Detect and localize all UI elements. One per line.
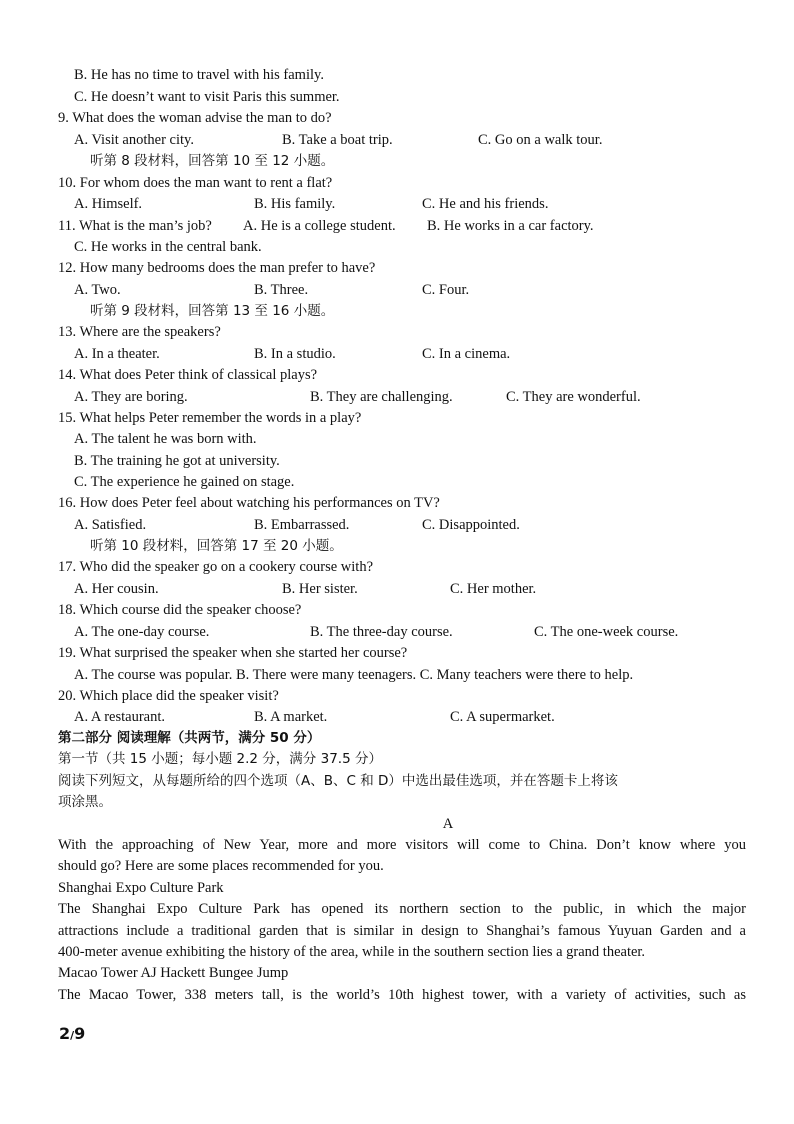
option-b: B. The three-day course. xyxy=(310,624,453,640)
options-line: A. The course was popular. B. There were many teenagers. C. Many teachers were there to help. xyxy=(74,667,634,683)
question-14: 14. What does Peter think of classical plays? xyxy=(58,367,318,383)
option-c: C. The one-week course. xyxy=(534,624,679,640)
question-15: 15. What helps Peter remember the words in a play? xyxy=(58,410,362,426)
option-a: A. The one-day course. xyxy=(74,624,210,640)
page-total: 9 xyxy=(74,1024,86,1043)
instructions: 阅读下列短文，从每题所给的四个选项（A、B、C 和 D）中选出最佳选项，并在答题卡上将该 xyxy=(58,773,618,789)
option-a: A. In a theater. xyxy=(74,346,160,362)
option-c: C. In a cinema. xyxy=(422,346,511,362)
question-18: 18. Which course did the speaker choose? xyxy=(58,602,302,618)
section-heading: 听第 10 段材料，回答第 17 至 20 小题。 xyxy=(90,538,343,554)
paragraph-line: The Macao Tower, 338 meters tall, is the world’s 10th highest tower, with a variety of activities, such as xyxy=(58,987,746,1003)
question-12: 12. How many bedrooms does the man prefer to have? xyxy=(58,260,376,276)
option-b: B. Embarrassed. xyxy=(254,517,350,533)
part-heading: 第二部分 阅读理解（共两节，满分 50 分） xyxy=(58,730,321,746)
page-number xyxy=(59,1024,85,1043)
option-c: C. Her mother. xyxy=(450,581,537,597)
option-c: C. Disappointed. xyxy=(422,517,520,533)
option-a: A. He is a college student. xyxy=(243,218,396,234)
option-a: A. Her cousin. xyxy=(74,581,159,597)
question-10: 10. For whom does the man want to rent a flat? xyxy=(58,175,333,191)
page-current: 2 xyxy=(59,1024,71,1043)
option-b: B. His family. xyxy=(254,196,336,212)
option-c: C. Four. xyxy=(422,282,470,298)
option-line: B. He has no time to travel with his family. xyxy=(74,67,324,83)
option-b: B. A market. xyxy=(254,709,328,725)
option-c: C. The experience he gained on stage. xyxy=(74,474,295,490)
section-heading: 第一节（共 15 小题；每小题 2.2 分，满分 37.5 分） xyxy=(58,751,382,767)
paragraph-line: With the approaching of New Year, more and more visitors will come to China. Don’t know where you xyxy=(58,837,746,853)
option-b: B. Three. xyxy=(254,282,309,298)
option-b: B. Her sister. xyxy=(282,581,358,597)
option-c: C. Go on a walk tour. xyxy=(478,132,603,148)
section-heading: 听第 9 段材料，回答第 13 至 16 小题。 xyxy=(90,303,335,319)
option-b: B. The training he got at university. xyxy=(74,453,280,469)
option-a: A. They are boring. xyxy=(74,389,188,405)
section-heading: 听第 8 段材料，回答第 10 至 12 小题。 xyxy=(90,153,335,169)
option-c: C. He and his friends. xyxy=(422,196,549,212)
option-c: C. He works in the central bank. xyxy=(74,239,262,255)
page-separator: / xyxy=(70,1029,75,1042)
subheading: Macao Tower AJ Hackett Bungee Jump xyxy=(58,965,289,981)
option-a: A. Himself. xyxy=(74,196,143,212)
instructions: 项涂黑。 xyxy=(58,794,112,810)
option-b: B. Take a boat trip. xyxy=(282,132,393,148)
paragraph-line: attractions include a traditional garden that is similar in design to Shanghai’s famous Yuyuan Garden and a xyxy=(58,923,746,939)
option-b: B. He works in a car factory. xyxy=(427,218,594,234)
option-a: A. The talent he was born with. xyxy=(74,431,257,447)
subheading: Shanghai Expo Culture Park xyxy=(58,880,224,896)
question-13: 13. Where are the speakers? xyxy=(58,324,221,340)
option-b: B. In a studio. xyxy=(254,346,336,362)
option-line: C. He doesn’t want to visit Paris this summer. xyxy=(74,89,340,105)
passage-letter: A xyxy=(442,816,454,832)
question-9: 9. What does the woman advise the man to do? xyxy=(58,110,332,126)
question-17: 17. Who did the speaker go on a cookery course with? xyxy=(58,559,374,575)
question-20: 20. Which place did the speaker visit? xyxy=(58,688,279,704)
question-19: 19. What surprised the speaker when she started her course? xyxy=(58,645,408,661)
option-a: A. A restaurant. xyxy=(74,709,166,725)
question-11: 11. What is the man’s job? xyxy=(58,218,212,234)
paragraph-line: The Shanghai Expo Culture Park has opened its northern section to the public, in which the major xyxy=(58,901,746,917)
option-c: C. A supermarket. xyxy=(450,709,555,725)
option-a: A. Visit another city. xyxy=(74,132,194,148)
option-a: A. Two. xyxy=(74,282,121,298)
option-a: A. Satisfied. xyxy=(74,517,147,533)
paragraph-line: 400-meter avenue exhibiting the history of the area, while in the southern section lies a grand theater. xyxy=(58,944,646,960)
paragraph-line: should go? Here are some places recommended for you. xyxy=(58,858,384,874)
option-b: B. They are challenging. xyxy=(310,389,453,405)
option-c: C. They are wonderful. xyxy=(506,389,641,405)
question-16: 16. How does Peter feel about watching his performances on TV? xyxy=(58,495,440,511)
